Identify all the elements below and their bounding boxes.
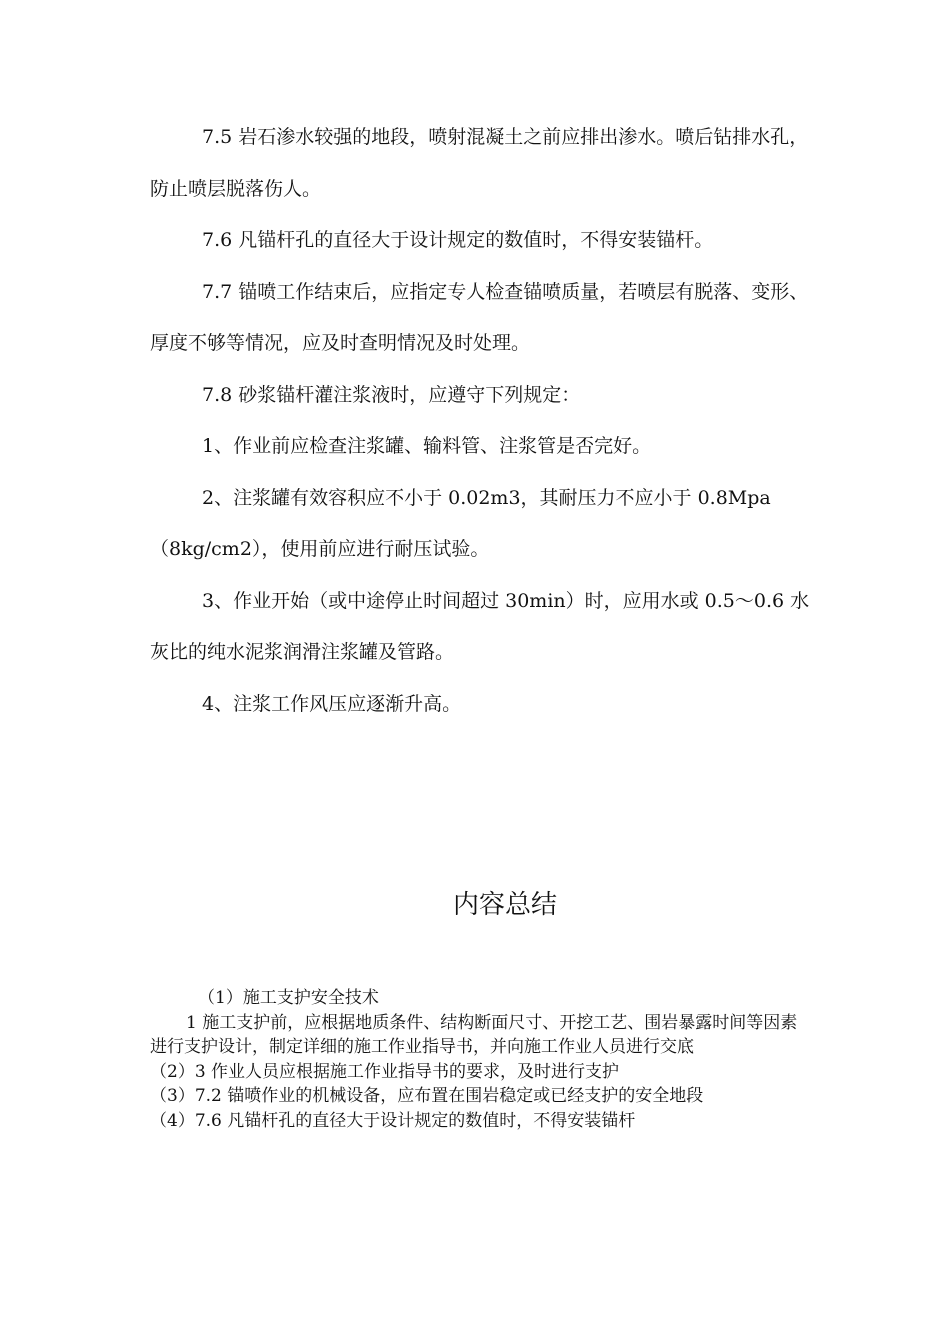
rule-item-4: 4、注浆工作风压应逐渐升高。 [202, 692, 462, 715]
rule-item-1: 1、作业前应检查注浆罐、输料管、注浆管是否完好。 [202, 435, 652, 457]
rule-item-2: 2、注浆罐有效容积应不小于 0.02m3，其耐压力不应小于 0.8Mpa（8kg/cm2），使用前应进行耐压试验。 [150, 486, 771, 560]
paragraph-7-6: 7.6 凡锚杆孔的直径大于设计规定的数值时，不得安装锚杆。 [202, 229, 714, 251]
summary-item: 1 施工支护前，应根据地质条件、结构断面尺寸、开挖工艺、围岩暴露时间等因素进行支护设计，制定详细的施工作业指导书，并向施工作业人员进行交底 [150, 1012, 798, 1057]
paragraph-7-7: 7.7 锚喷工作结束后，应指定专人检查锚喷质量，若喷层有脱落、变形、厚度不够等情况，应及时查明情况及时处理。 [150, 280, 809, 354]
summary-item: （4）7.6 凡锚杆孔的直径大于设计规定的数值时，不得安装锚杆 [150, 1110, 636, 1131]
summary-heading: 内容总结 [452, 890, 557, 920]
paragraph-7-5: 7.5 岩石渗水较强的地段，喷射混凝土之前应排出渗水。喷后钻排水孔，防止喷层脱落伤人。 [150, 126, 809, 200]
summary-item: （1）施工支护安全技术 [198, 988, 379, 1008]
summary-list [150, 986, 800, 1133]
paragraph-7-8: 7.8 砂浆锚杆灌注浆液时，应遵守下列规定： [202, 383, 581, 406]
summary-item: （3）7.2 锚喷作业的机械设备，应布置在围岩稳定或已经支护的安全地段 [150, 1086, 704, 1106]
body-text [150, 112, 810, 730]
summary-item: （2）3 作业人员应根据施工作业指导书的要求，及时进行支护 [150, 1061, 620, 1082]
rule-item-3: 3、作业开始（或中途停止时间超过 30min）时，应用水或 0.5～0.6 水灰比的纯水泥浆润滑注浆罐及管路。 [150, 589, 810, 663]
